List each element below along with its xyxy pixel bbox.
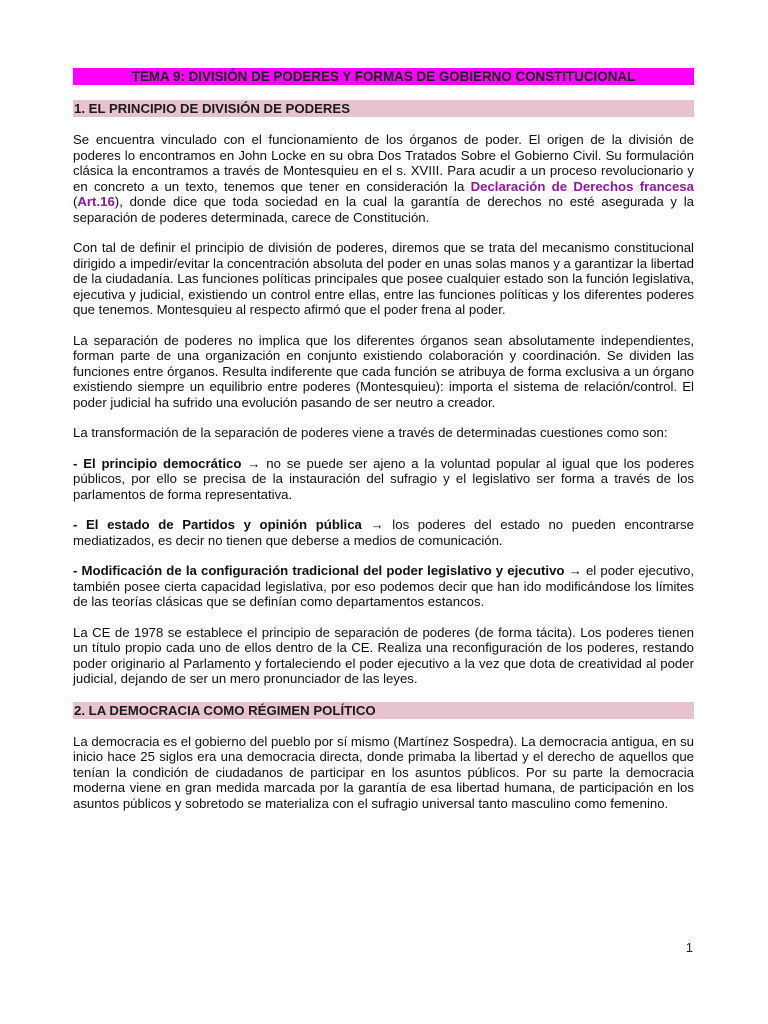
document-page (73, 68, 694, 811)
list-item (73, 517, 694, 548)
paragraph: La separación de poderes no implica que los diferentes órganos sean absolutamente independientes, forman parte de una organización en conjunto existiendo colaboración y coordinación. Se dividen las funciones entre órganos. Resulta indiferente que cada función se atribuya de forma exclusiva a un órgano existiendo siempre un equilibrio entre poderes (Montesquieu): importa el sistema de relación/control. El poder judicial ha sufrido una evolución pasando de ser neutro a creador. (73, 332, 694, 410)
list-item-text: → el poder ejecutivo, también posee cierta capacidad legislativa, por eso podemos decir que han ido modificándose los límites de las teorías clásicas que se definían como departamentos estancos. (73, 563, 694, 609)
list-item (73, 456, 694, 503)
paragraph: La transformación de la separación de poderes viene a través de determinadas cuestiones como son: (73, 425, 668, 440)
reference-link[interactable]: Declaración de Derechos francesa (470, 178, 694, 194)
list-item-label: - El estado de Partidos y opinión pública (73, 517, 362, 532)
section-heading-1: 1. EL PRINCIPIO DE DIVISIÓN DE PODERES (73, 100, 694, 117)
list-item-label: - El principio democrático (73, 455, 242, 471)
page-number: 1 (685, 940, 693, 955)
list-item-text: → no se puede ser ajeno a la voluntad popular al igual que los poderes públicos, por ello se precisa de la instauración del sufragio y el legislativo ser forma a través de los parlamentos de forma representativa. (73, 455, 694, 502)
document-title: TEMA 9: DIVISIÓN DE PODERES Y FORMAS DE GOBIERNO CONSTITUCIONAL (73, 68, 694, 85)
paragraph: Con tal de definir el principio de división de poderes, diremos que se trata del mecanismo constitucional dirigido a impedir/evitar la concentración absoluta del poder en unas solas manos y a garantizar la libertad de la ciudadanía. Las funciones políticas principales que posee cualquier estado son la función legislativa, ejecutiva y judicial, existiendo un control entre ellas, entre las funciones políticas y los diferentes poderes que tenemos. Montesquieu al respecto afirmó que el poder frena al poder. (73, 240, 694, 317)
paragraph-text: ), donde dice que toda sociedad en la cual la garantía de derechos no esté asegurada y la separación de poderes determinada, carece de Constitución. (73, 194, 694, 225)
paragraph (73, 132, 694, 225)
list-item-label: - Modificación de la configuración tradicional del poder legislativo y ejecutivo (73, 563, 565, 578)
article-link[interactable]: Art.16 (77, 194, 115, 209)
list-item (73, 563, 694, 610)
list-item-text: → los poderes del estado no pueden encontrarse mediatizados, es decir no tienen que deberse a medios de comunicación. (73, 517, 694, 548)
paragraph: La democracia es el gobierno del pueblo por sí mismo (Martínez Sospedra). La democracia antigua, en su inicio hace 25 siglos era una democracia directa, donde primaba la libertad y el derecho de aquellos que tenían la condición de ciudadanos de participar en los asuntos públicos. Por su parte la democracia moderna viene en gran medida marcada por la garantía de esa libertad humana, de participación en los asuntos públicos y sobretodo se materializa con el sufragio universal tanto masculino como femenino. (73, 733, 694, 811)
section-heading-2: 2. LA DEMOCRACIA COMO RÉGIMEN POLÍTICO (73, 702, 694, 719)
paragraph-text: ( (73, 194, 78, 209)
paragraph-text: Se encuentra vinculado con el funcionamiento de los órganos de poder. El origen de la división de poderes lo encontramos en John Locke en su obra Dos Tratados Sobre el Gobierno Civil. Su formulación clásica la encontramos a través de Montesquieu en el s. XVIII. Para acudir a un proceso revolucionario y en concreto a un texto, tenemos que tener en consideración la (73, 132, 694, 194)
paragraph: La CE de 1978 se establece el principio de separación de poderes (de forma tácita). Los poderes tienen un título propio cada uno de ellos dentro de la CE. Realiza una reconfiguración de los poderes, restando poder originario al Parlamento y fortaleciendo el poder ejecutivo a la vez que dota de creatividad al poder judicial, dejando de ser un mero pronunciador de las leyes. (73, 624, 694, 686)
